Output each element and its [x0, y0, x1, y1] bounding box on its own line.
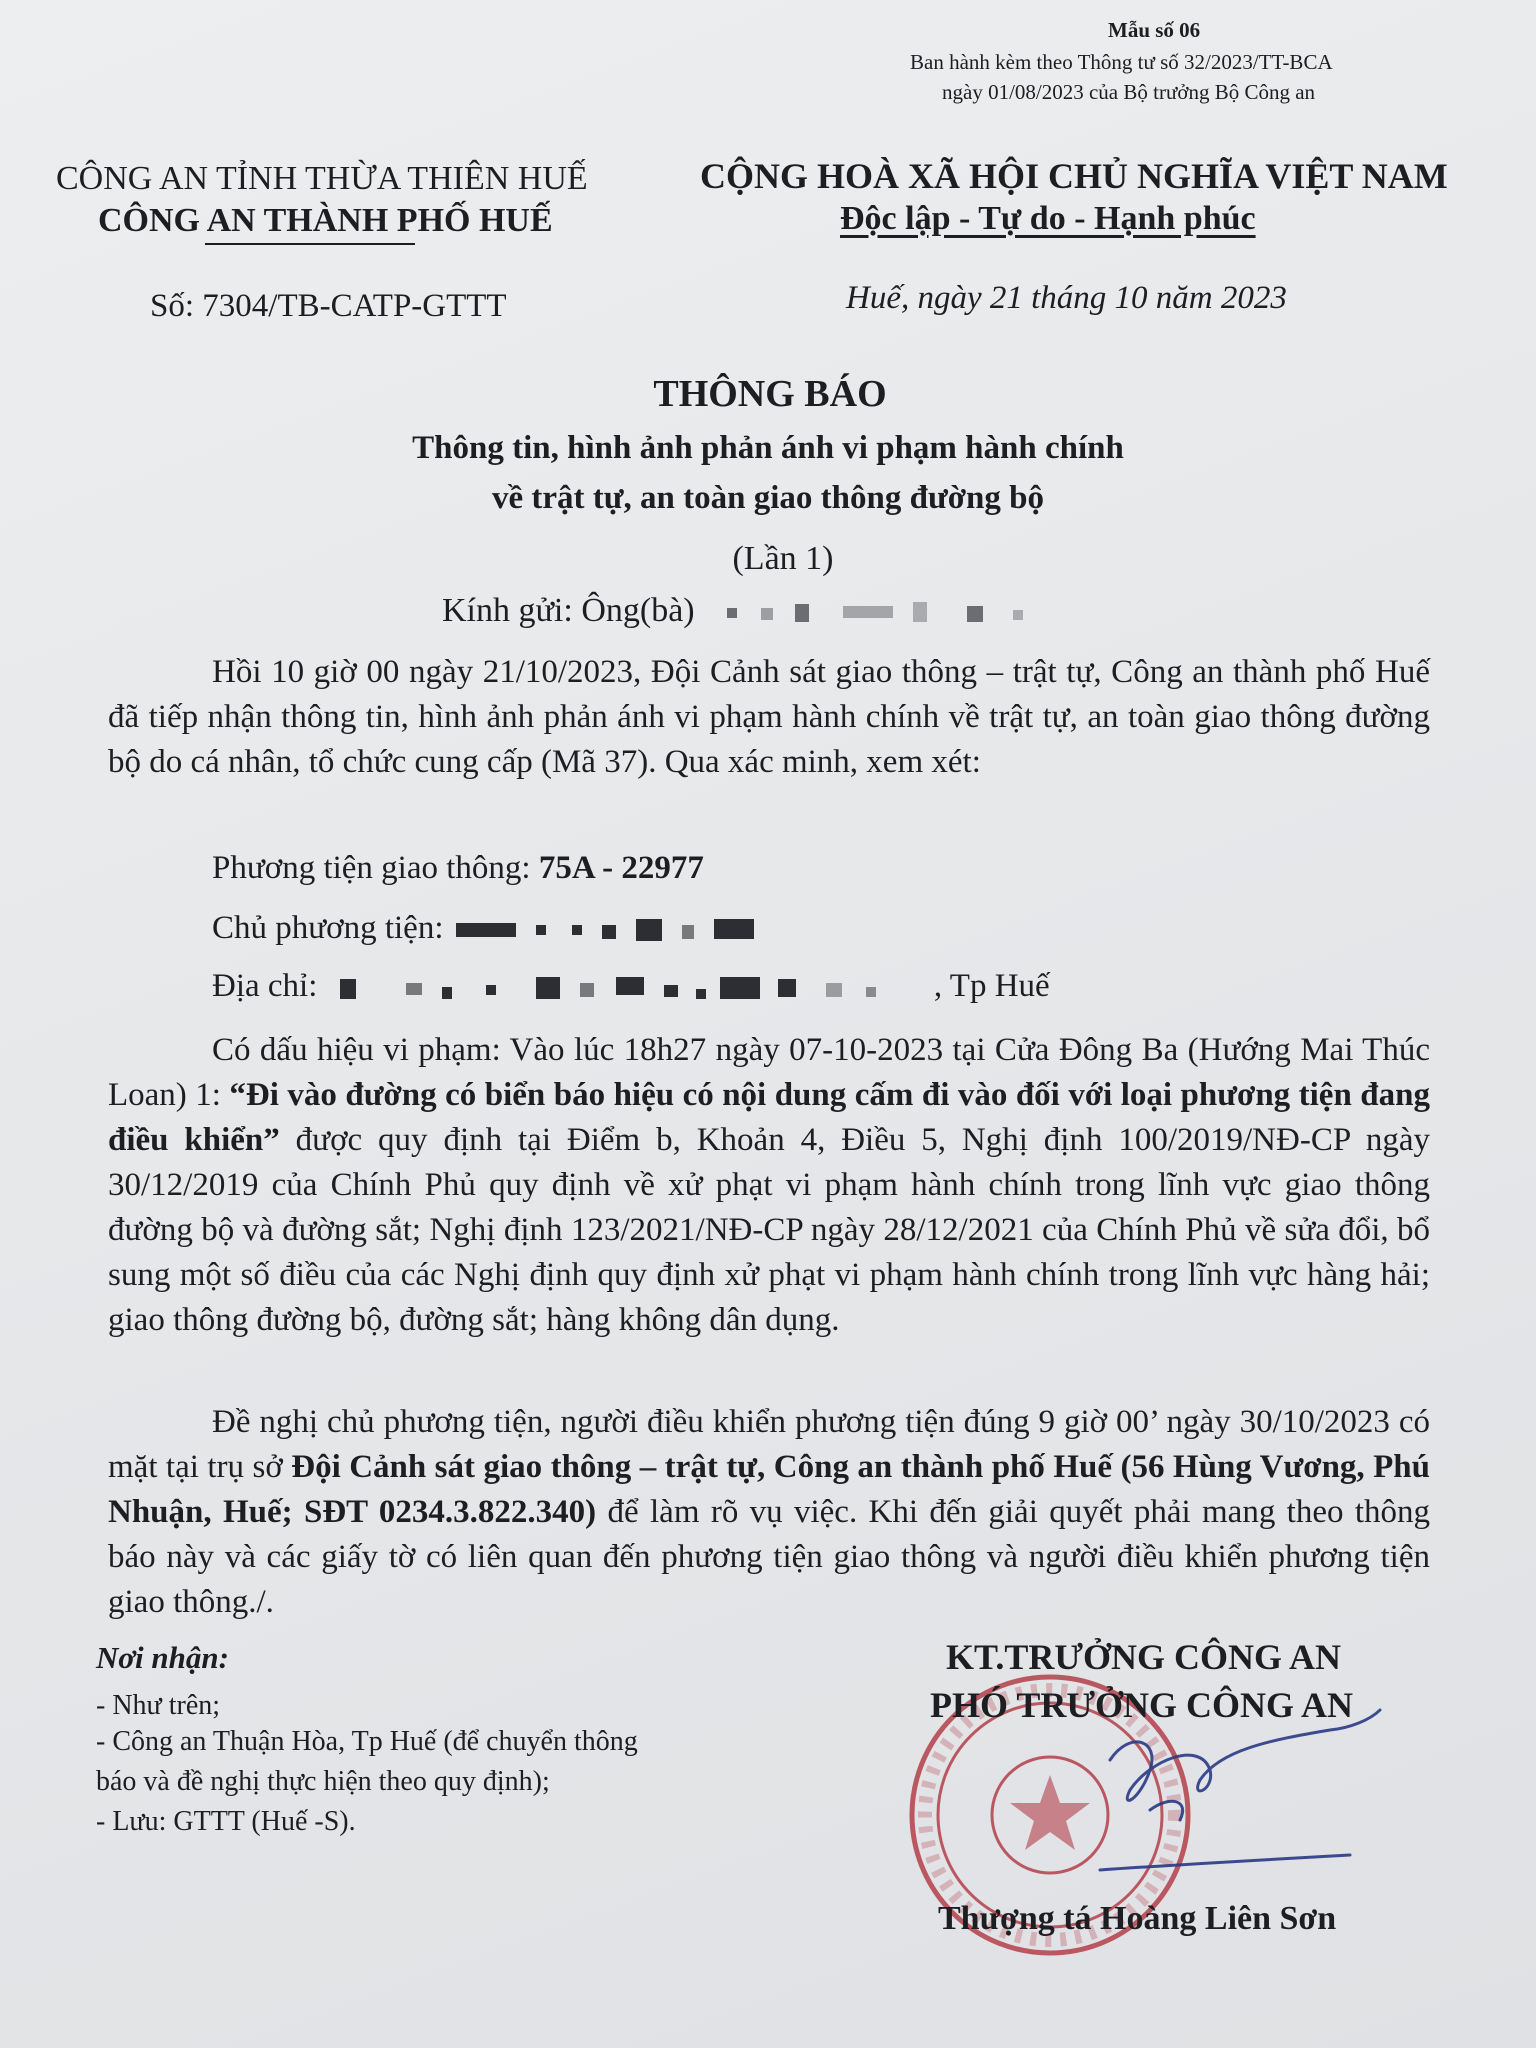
vehicle-label: Phương tiện giao thông:	[212, 850, 539, 886]
signature-title-2: PHÓ TRƯỞNG CÔNG AN	[930, 1685, 1354, 1725]
paragraph-violation	[108, 1028, 1430, 1343]
document-subtitle-2: về trật tự, an toàn giao thông đường bộ	[491, 480, 1044, 516]
paragraph-request	[108, 1400, 1430, 1625]
recipient-label: Kính gửi: Ông(bà)	[442, 592, 695, 629]
address-city: , Tp Huế	[933, 968, 1050, 1004]
document-title: THÔNG BÁO	[653, 373, 887, 415]
redacted-owner-name	[452, 910, 832, 946]
address-label: Địa chỉ:	[212, 968, 318, 1004]
handwritten-signature	[1090, 1700, 1390, 1890]
form-issuance-date: ngày 01/08/2023 của Bộ trưởng Bộ Công an	[942, 80, 1316, 104]
address-field	[212, 968, 1050, 1005]
violation-intro: Có dấu hiệu vi phạm: Vào lúc 18h27 ngày 07-10-2023 tại Cửa Đông Ba (Hướng Mai Thúc Loan) 1:	[108, 1032, 1430, 1113]
request-location: Đội Cảnh sát giao thông – trật tự, Công an thành phố Huế (56 Hùng Vương, Phú Nhuận, Huế; SĐT 0234.3.822.340)	[108, 1449, 1430, 1530]
notice-iteration: (Lần 1)	[732, 540, 834, 577]
agency-parent: CÔNG AN TỈNH THỪA THIÊN HUẾ	[56, 160, 588, 197]
document-subtitle-1: Thông tin, hình ảnh phản ánh vi phạm hành chính	[412, 430, 1124, 466]
signature-title-1: KT.TRƯỞNG CÔNG AN	[946, 1637, 1342, 1677]
document-number: Số: 7304/TB-CATP-GTTT	[150, 288, 507, 324]
agency-underline	[205, 243, 415, 247]
document-date: Huế, ngày 21 tháng 10 năm 2023	[846, 280, 1287, 316]
request-intro: Đề nghị chủ phương tiện, người điều khiển phương tiện đúng 9 giờ 00’ ngày 30/10/2023 có mặt tại trụ sở	[108, 1404, 1430, 1485]
recipients-item: - Công an Thuận Hòa, Tp Huế (để chuyển thông	[96, 1726, 638, 1757]
recipients-item: - Lưu: GTTT (Huế -S).	[96, 1806, 356, 1837]
recipients-item: - Như trên;	[96, 1690, 221, 1721]
recipient-line	[442, 592, 1061, 630]
redacted-address	[326, 968, 934, 1004]
owner-field	[212, 910, 832, 947]
recipients-heading: Nơi nhận:	[96, 1640, 229, 1675]
signer-name: Thượng tá Hoàng Liên Sơn	[938, 1900, 1337, 1937]
redacted-recipient-name	[721, 592, 1061, 629]
owner-label: Chủ phương tiện:	[212, 910, 444, 946]
national-motto: Độc lập - Tự do - Hạnh phúc	[840, 200, 1256, 237]
vehicle-plate: 75A - 22977	[538, 850, 704, 886]
form-number: Mẫu số 06	[1108, 18, 1201, 42]
recipients-item-continued: báo và đề nghị thực hiện theo quy định);	[96, 1766, 550, 1797]
form-issuance-line: Ban hành kèm theo Thông tư số 32/2023/TT-BCA	[910, 50, 1333, 74]
vehicle-field	[212, 850, 704, 887]
paragraph-intro: Hồi 10 giờ 00 ngày 21/10/2023, Đội Cảnh sát giao thông – trật tự, Công an thành phố Huế đã tiếp nhận thông tin, hình ảnh phản ánh vi phạm hành chính về trật tự, an toàn giao thông đường bộ do cá nhân, tổ chức cung cấp (Mã 37). Qua xác minh, xem xét:	[108, 654, 1430, 780]
national-title: CỘNG HOÀ XÃ HỘI CHỦ NGHĨA VIỆT NAM	[700, 156, 1448, 196]
violation-description: “Đi vào đường có biển báo hiệu có nội dung cấm đi vào đối với loại phương tiện đang điều khiển”	[108, 1077, 1430, 1158]
agency-name: CÔNG AN THÀNH PHỐ HUẾ	[98, 202, 553, 239]
request-instructions: để làm rõ vụ việc. Khi đến giải quyết phải mang theo thông báo này và các giấy tờ có liên quan đến phương tiện giao thông và người điều khiển phương tiện giao thông./.	[108, 1494, 1430, 1620]
violation-legal-basis: được quy định tại Điểm b, Khoản 4, Điều 5, Nghị định 100/2019/NĐ-CP ngày 30/12/2019 của Chính Phủ quy định về xử phạt vi phạm hành chính trong lĩnh vực giao thông đường bộ và đường sắt; Nghị định 123/2021/NĐ-CP ngày 28/12/2021 của Chính Phủ về sửa đổi, bổ sung một số điều của các Nghị định quy định xử phạt vi phạm hành chính trong lĩnh vực hàng hải; giao thông đường bộ, đường sắt; hàng không dân dụng.	[108, 1122, 1430, 1338]
